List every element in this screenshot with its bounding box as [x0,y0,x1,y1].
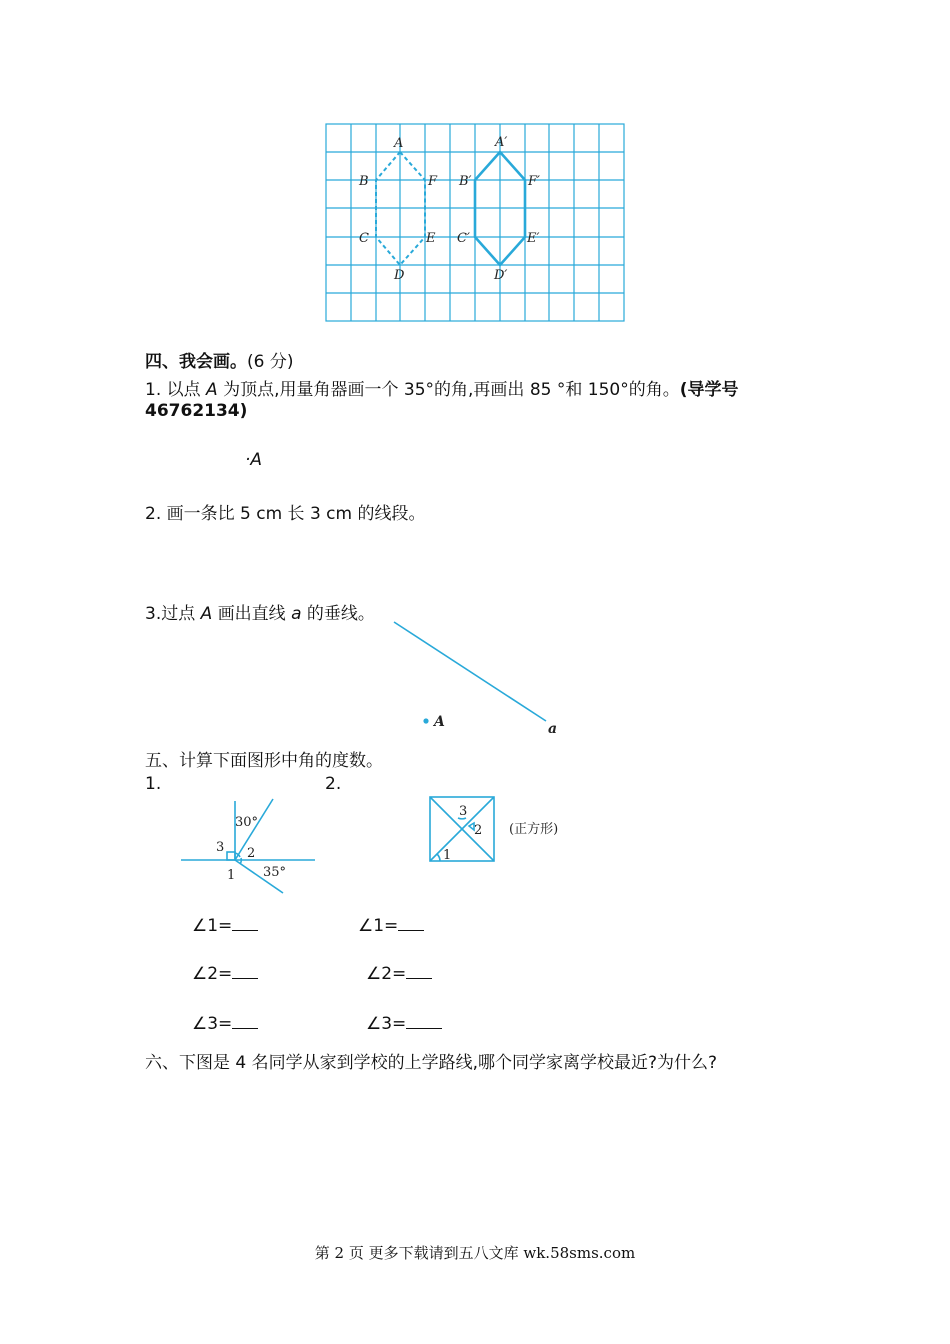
fig1-label-3: 3 [216,840,225,855]
answer-right-2: ∠2= [366,962,432,984]
fig2-number: 2. [325,774,342,794]
answer-blank[interactable] [398,914,424,931]
grid-figure [320,118,632,328]
section4-q1: 1. 以点 A 为顶点,用量角器画一个 35°的角,再画出 85 °和 150°的角。(导学号 [145,380,739,400]
answer-left-2: ∠2= [192,962,258,984]
label-C-prime: C′ [457,231,470,246]
answer-right-3: ∠3= [366,1012,442,1034]
answer-blank[interactable] [406,1012,442,1029]
label-B-prime: B′ [459,174,472,189]
fig2-label-1: 1 [443,848,452,863]
label-C: C [359,231,369,246]
answer-blank[interactable] [232,914,258,931]
fig2-caption: (正方形) [509,822,559,837]
label-E: E [426,231,436,246]
section4-q1-tag-number: 46762134) [145,401,248,421]
answer-right-1: ∠1= [358,914,424,936]
section5-heading: 五、计算下面图形中角的度数。 [145,751,383,771]
fig2-label-2: 2 [474,823,483,838]
line-a [394,622,546,721]
section4-q3: 3.过点 A 画出直线 a 的垂线。 [145,604,375,624]
answer-left-3: ∠3= [192,1012,258,1034]
section4-q2: 2. 画一条比 5 cm 长 3 cm 的线段。 [145,504,426,524]
answer-left-1: ∠1= [192,914,258,936]
fig1-label-1: 1 [227,868,236,883]
point-a-dot [423,718,428,723]
fig1-angle-35: 35° [263,865,287,880]
q1-point-a: ·A [245,450,263,470]
fig2-label-3: 3 [459,804,468,819]
square-figure-2 [425,792,585,866]
fig1-angle-30: 30° [235,815,259,830]
q3-line-a-label: a [548,721,558,737]
section4-heading: 四、我会画。(6 分) [145,352,294,372]
label-D: D [394,268,405,283]
label-F-prime: F′ [528,174,540,189]
answer-blank[interactable] [232,962,258,979]
fig1-label-2: 2 [247,846,256,861]
section6-heading: 六、下图是 4 名同学从家到学校的上学路线,哪个同学家离学校最近?为什么? [145,1053,718,1073]
label-D-prime: D′ [494,268,508,283]
q3-figure [380,615,570,740]
page-footer: 第 2 页 更多下载请到五八文库 wk.58sms.com [314,1244,636,1262]
angle-figure-1 [175,795,325,900]
answer-blank[interactable] [232,1012,258,1029]
label-A-prime: A′ [495,135,508,150]
answer-blank[interactable] [406,962,432,979]
fig1-number: 1. [145,774,162,794]
label-A: A [394,136,404,151]
label-B: B [359,174,369,189]
q3-point-a-label: A [434,714,445,730]
label-E-prime: E′ [527,231,540,246]
label-F: F [428,174,438,189]
